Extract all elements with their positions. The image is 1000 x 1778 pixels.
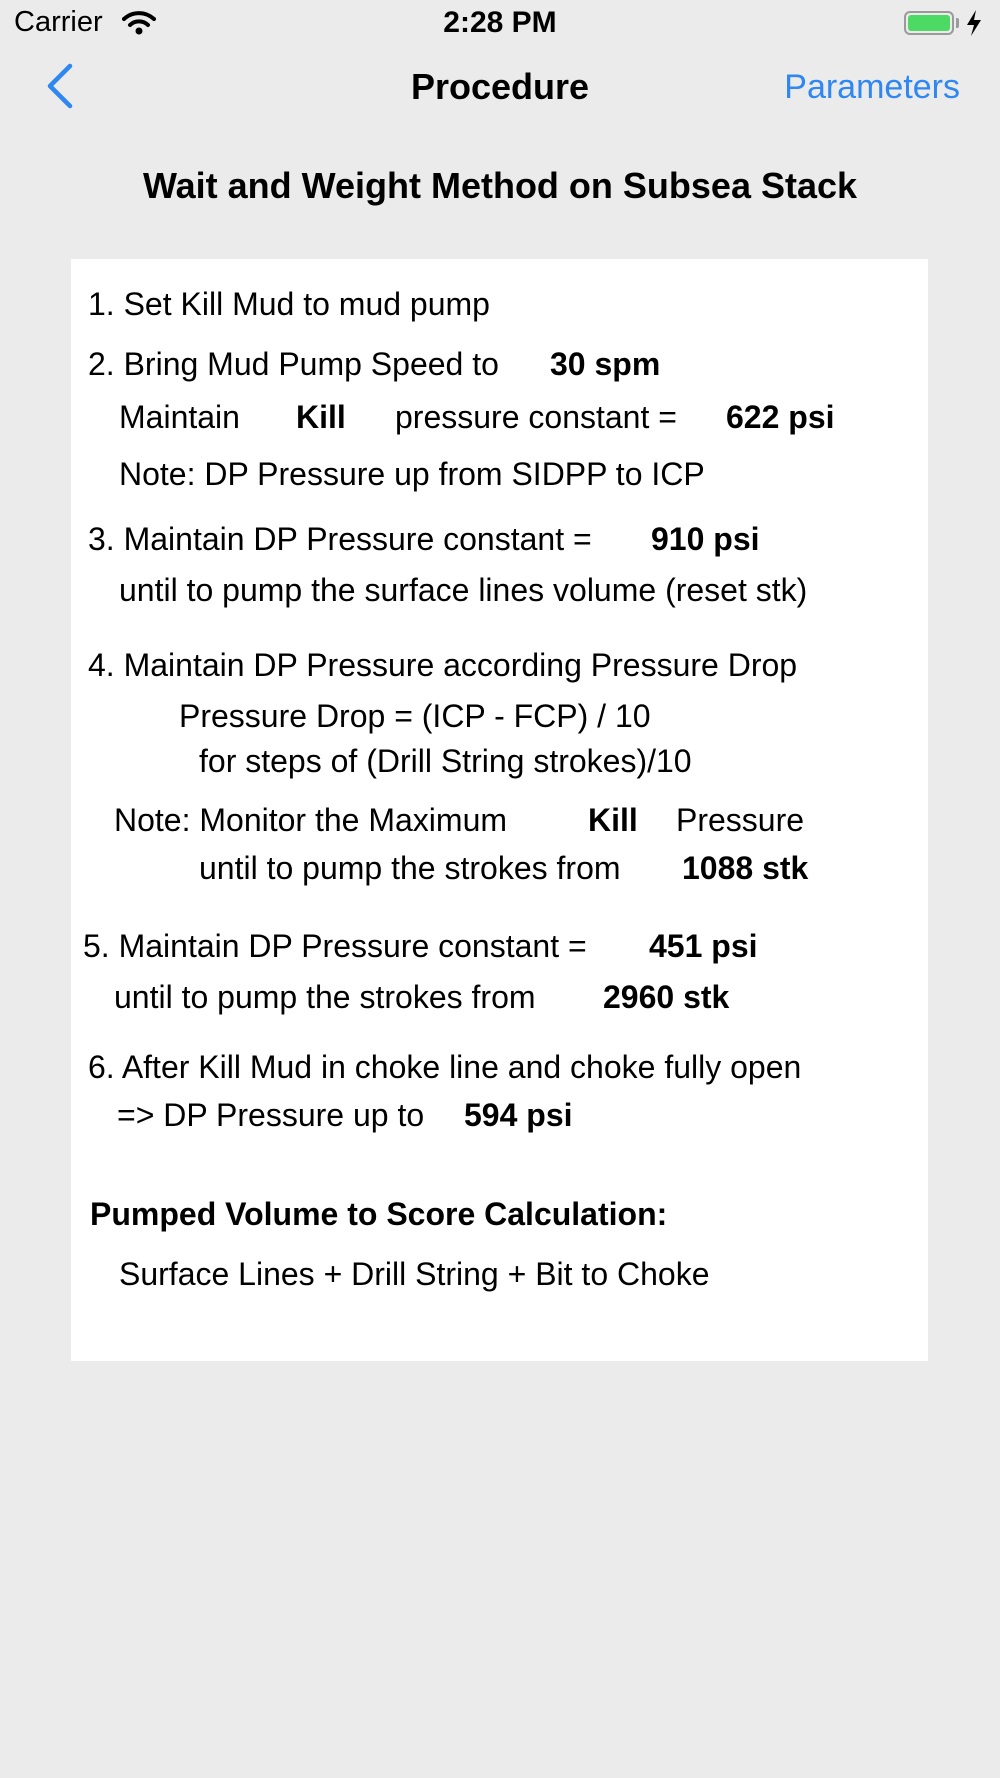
step-5-strokes-value: 2960 stk	[603, 979, 730, 1015]
step-2-constant-label: pressure constant =	[395, 399, 677, 435]
step-5-pressure-value: 451 psi	[649, 928, 758, 964]
pumped-volume-formula: Surface Lines + Drill String + Bit to Choke	[119, 1256, 710, 1292]
step-2-pressure-value: 622 psi	[726, 399, 835, 435]
battery-icon	[904, 11, 954, 35]
step-4-text: 4. Maintain DP Pressure according Pressure Drop	[88, 647, 798, 683]
status-time: 2:28 PM	[443, 6, 557, 39]
step-2-text: 2. Bring Mud Pump Speed to	[88, 346, 499, 382]
step-2-note: Note: DP Pressure up from SIDPP to ICP	[119, 456, 705, 492]
step-4-formula: Pressure Drop = (ICP - FCP) / 10	[179, 698, 651, 734]
step-4-strokes-value: 1088 stk	[682, 850, 809, 886]
step-4-steps: for steps of (Drill String strokes)/10	[199, 743, 692, 779]
parameters-button[interactable]: Parameters	[784, 68, 960, 106]
step-6-arrow-text: => DP Pressure up to	[117, 1097, 425, 1133]
step-6-text: 6. After Kill Mud in choke line and choke fully open	[88, 1049, 802, 1085]
battery-level	[908, 15, 950, 31]
battery-cap	[956, 18, 959, 28]
step-3-pressure-value: 910 psi	[651, 521, 760, 557]
carrier-label: Carrier	[14, 6, 103, 38]
procedure-heading: Wait and Weight Method on Subsea Stack	[142, 165, 858, 206]
step-3-subtext: until to pump the surface lines volume (reset stk)	[119, 572, 808, 608]
step-4-note: Note: Monitor the Maximum	[114, 802, 508, 838]
step-2-kill-label: Kill	[296, 399, 346, 435]
step-3-text: 3. Maintain DP Pressure constant =	[88, 521, 592, 557]
step-6-pressure-value: 594 psi	[464, 1097, 573, 1133]
step-4-until: until to pump the strokes from	[199, 850, 621, 886]
procedure-card	[71, 259, 928, 1361]
step-4-pressure-label: Pressure	[676, 802, 805, 838]
page-title: Procedure	[410, 66, 590, 107]
step-5-text: 5. Maintain DP Pressure constant =	[83, 928, 587, 964]
charging-bolt-icon	[964, 9, 984, 37]
step-4-kill-label: Kill	[588, 802, 638, 838]
pumped-volume-title: Pumped Volume to Score Calculation:	[90, 1196, 668, 1232]
step-2-speed-value: 30 spm	[550, 346, 661, 382]
step-2-maintain-label: Maintain	[119, 399, 240, 435]
step-1-text: 1. Set Kill Mud to mud pump	[88, 286, 490, 322]
step-5-until: until to pump the strokes from	[114, 979, 536, 1015]
